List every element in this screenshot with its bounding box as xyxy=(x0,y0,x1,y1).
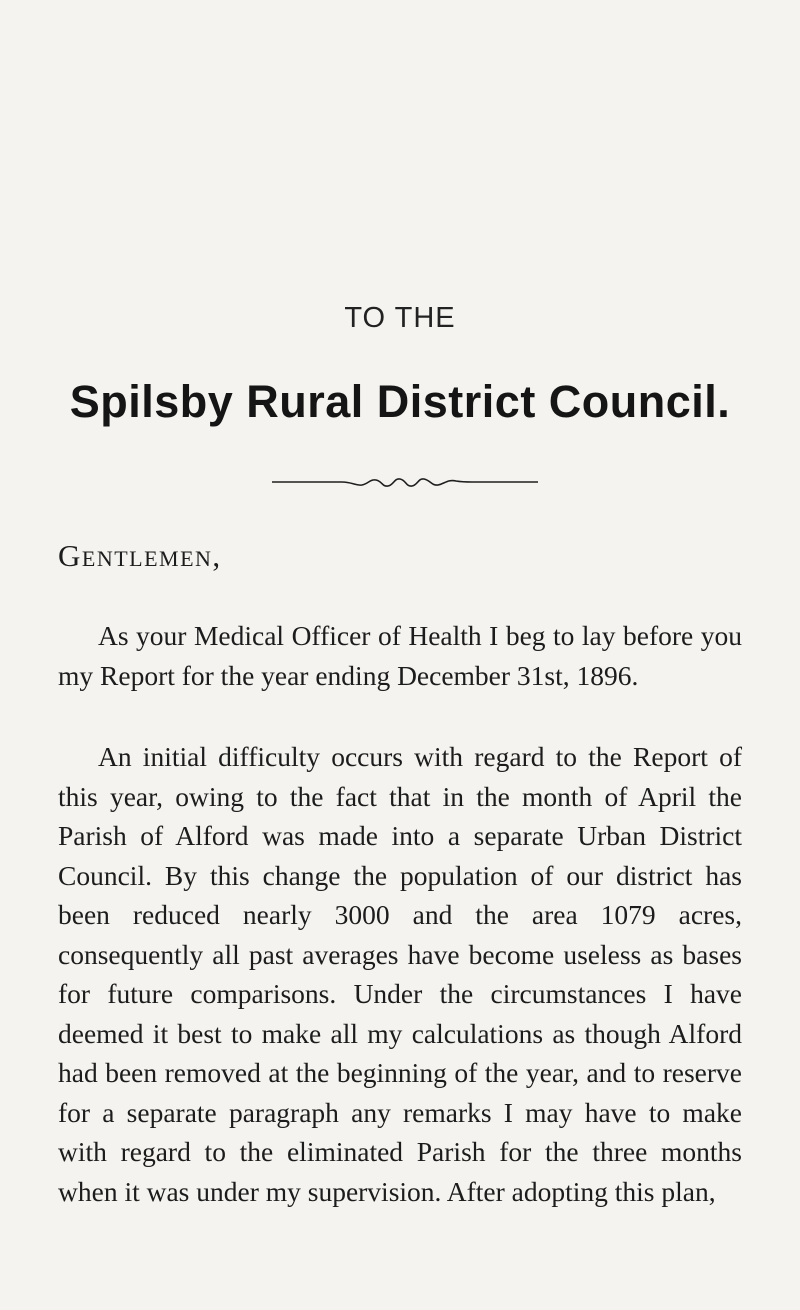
paragraph-intro xyxy=(58,616,742,695)
paragraph-text: An initial difficulty occurs with regard to the Report of this year, owing to the fact that in the month of April the Parish of Alford was made into a separate Urban District Council. By this change the population of our district has been reduced nearly 3000 and the area 1079 acres, consequently all past averages have become useless as bases for future comparisons. Under the circumstances I have deemed it best to make all my calculations as though Alford had been removed at the beginning of the year, and to reserve for a separate paragraph any remarks I may have to make with regard to the eliminated Parish for the three months when it was under my supervision. After adopting this plan, xyxy=(58,741,742,1207)
paragraph-text: As your Medical Officer of Health I beg to lay before you my Report for the year ending December 31st, 1896. xyxy=(58,620,742,691)
council-title: Spilsby Rural District Council. xyxy=(69,376,731,427)
salutation: Gentlemen, xyxy=(58,538,222,573)
wavy-rule-ornament-icon xyxy=(272,470,538,494)
paragraph-difficulty xyxy=(58,737,742,1211)
to-the-heading: TO THE xyxy=(344,302,456,334)
